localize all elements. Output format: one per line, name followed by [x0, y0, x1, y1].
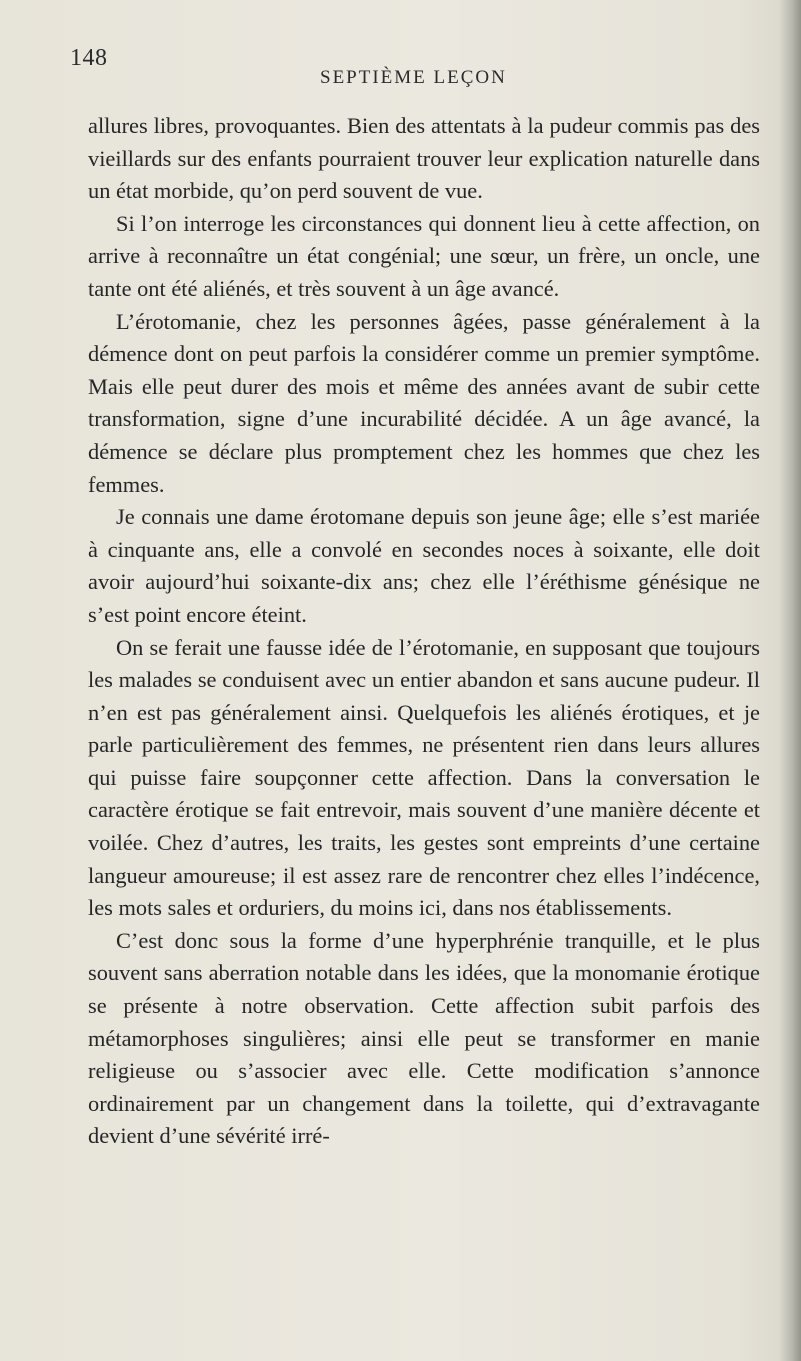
paragraph: Si l’on interroge les circonstances qui donnent lieu à cette affection, on arrive à reconnaître un état congénial; une sœur, un frère, un oncle, une tante ont été aliénés, et très souvent à un âge avancé.	[88, 210, 760, 301]
paragraph: allures libres, provoquantes. Bien des attentats à la pudeur commis pas des vieillards sur des enfants pourraient trouver leur explication naturelle dans un état morbide, qu’on perd souvent de vue.	[88, 113, 760, 204]
running-head: SEPTIÈME LEÇON	[320, 67, 507, 88]
page-number: 148	[70, 45, 108, 71]
body-text	[88, 110, 760, 1153]
paragraph: L’érotomanie, chez les personnes âgées, passe généralement à la démence dont on peut parfois la considérer comme un premier symptôme. Mais elle peut durer des mois et même des années avant de subir cette transformation, signe d’une incurabilité décidée. A un âge avancé, la démence se déclare plus promptement chez les hommes que chez les femmes.	[88, 308, 760, 497]
page-edge-shadow	[779, 0, 801, 1361]
paragraph: Je connais une dame érotomane depuis son jeune âge; elle s’est mariée à cinquante ans, elle a convolé en secondes noces à soixante, elle doit avoir aujourd’hui soixante-dix ans; chez elle l’éréthisme génésique ne s’est point encore éteint.	[88, 504, 760, 627]
paragraph: On se ferait une fausse idée de l’érotomanie, en supposant que toujours les malades se conduisent avec un entier abandon et sans aucune pudeur. Il n’en est pas généralement ainsi. Quelquefois les aliénés érotiques, et je parle particulièrement des femmes, ne présentent rien dans leurs allures qui puisse faire soupçonner cette affection. Dans la conversation le caractère érotique se fait entrevoir, mais souvent d’une manière décente et voilée. Chez d’autres, les traits, les gestes sont empreints d’une certaine langueur amoureuse; il est assez rare de rencontrer chez elles l’indécence, les mots sales et orduriers, du moins ici, dans nos établissements.	[88, 634, 760, 921]
paragraph: C’est donc sous la forme d’une hyperphrénie tranquille, et le plus souvent sans aberration notable dans les idées, que la monomanie érotique se présente à notre observation. Cette affection subit parfois des métamorphoses singulières; ainsi elle peut se transformer en manie religieuse ou s’associer avec elle. Cette modification s’annonce ordinairement par un changement dans la toilette, qui d’extravagante devient d’une sévérité irré-	[88, 927, 760, 1149]
